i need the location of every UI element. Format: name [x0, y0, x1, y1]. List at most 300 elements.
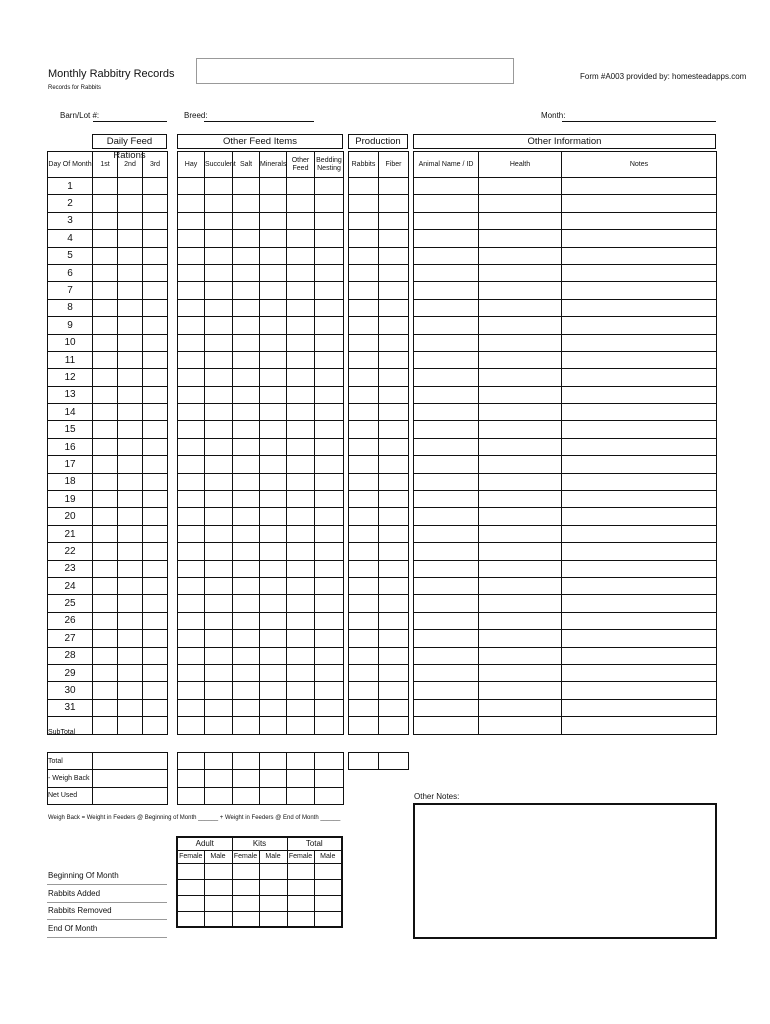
inventory-cell[interactable]	[204, 863, 232, 879]
other-feed-cell[interactable]	[260, 647, 287, 664]
other-feed-cell[interactable]	[178, 438, 205, 455]
other-feed-cell[interactable]	[315, 334, 344, 351]
production-cell[interactable]	[349, 178, 379, 195]
other-feed-cell[interactable]	[315, 664, 344, 681]
ration-cell[interactable]	[118, 491, 143, 508]
other-feed-cell[interactable]	[205, 195, 233, 212]
info-cell[interactable]	[479, 595, 562, 612]
ration-cell[interactable]	[143, 699, 168, 716]
inventory-cell[interactable]	[259, 863, 287, 879]
info-cell[interactable]	[479, 508, 562, 525]
ration-cell[interactable]	[93, 612, 118, 629]
ration-cell[interactable]	[118, 264, 143, 281]
ration-cell[interactable]	[93, 351, 118, 368]
other-feed-cell[interactable]	[315, 491, 344, 508]
ration-cell[interactable]	[143, 282, 168, 299]
totals-other-feed-cell[interactable]	[287, 787, 315, 804]
production-cell[interactable]	[379, 438, 409, 455]
ration-cell[interactable]	[93, 247, 118, 264]
header-input-box[interactable]	[196, 58, 514, 84]
production-cell[interactable]	[349, 212, 379, 229]
other-feed-cell[interactable]	[315, 282, 344, 299]
info-cell[interactable]	[414, 491, 479, 508]
production-cell[interactable]	[349, 525, 379, 542]
ration-cell[interactable]	[143, 386, 168, 403]
other-feed-cell[interactable]	[178, 630, 205, 647]
ration-cell[interactable]	[118, 299, 143, 316]
other-notes-box[interactable]	[413, 803, 717, 939]
other-feed-cell[interactable]	[205, 438, 233, 455]
other-feed-cell[interactable]	[205, 334, 233, 351]
info-cell[interactable]	[562, 212, 717, 229]
production-cell[interactable]	[379, 351, 409, 368]
info-cell[interactable]	[414, 386, 479, 403]
other-feed-cell[interactable]	[287, 438, 315, 455]
other-feed-cell[interactable]	[287, 386, 315, 403]
production-cell[interactable]	[349, 699, 379, 716]
other-feed-cell[interactable]	[178, 491, 205, 508]
other-feed-cell[interactable]	[315, 178, 344, 195]
other-feed-cell[interactable]	[287, 699, 315, 716]
other-feed-cell[interactable]	[260, 491, 287, 508]
totals-other-feed-cell[interactable]	[260, 753, 287, 770]
other-feed-cell[interactable]	[260, 577, 287, 594]
other-feed-cell[interactable]	[233, 317, 260, 334]
production-cell[interactable]	[349, 195, 379, 212]
ration-cell[interactable]	[93, 577, 118, 594]
info-cell[interactable]	[414, 717, 479, 734]
ration-cell[interactable]	[93, 560, 118, 577]
ration-cell[interactable]	[93, 369, 118, 386]
ration-cell[interactable]	[143, 178, 168, 195]
other-feed-cell[interactable]	[205, 264, 233, 281]
ration-cell[interactable]	[118, 560, 143, 577]
production-cell[interactable]	[379, 699, 409, 716]
production-cell[interactable]	[379, 543, 409, 560]
ration-cell[interactable]	[93, 230, 118, 247]
ration-cell[interactable]	[118, 212, 143, 229]
other-feed-cell[interactable]	[260, 664, 287, 681]
other-feed-cell[interactable]	[178, 525, 205, 542]
other-feed-cell[interactable]	[287, 473, 315, 490]
production-cell[interactable]	[379, 264, 409, 281]
other-feed-cell[interactable]	[260, 543, 287, 560]
other-feed-cell[interactable]	[260, 386, 287, 403]
production-cell[interactable]	[379, 491, 409, 508]
inventory-cell[interactable]	[204, 879, 232, 895]
other-feed-cell[interactable]	[233, 264, 260, 281]
other-feed-cell[interactable]	[287, 612, 315, 629]
ration-cell[interactable]	[143, 491, 168, 508]
info-cell[interactable]	[414, 630, 479, 647]
other-feed-cell[interactable]	[260, 560, 287, 577]
inventory-cell[interactable]	[204, 911, 232, 927]
ration-cell[interactable]	[143, 508, 168, 525]
production-cell[interactable]	[349, 369, 379, 386]
other-feed-cell[interactable]	[287, 456, 315, 473]
inventory-cell[interactable]	[232, 879, 259, 895]
other-feed-cell[interactable]	[315, 230, 344, 247]
production-cell[interactable]	[379, 577, 409, 594]
breed-field[interactable]	[204, 111, 314, 122]
info-cell[interactable]	[414, 456, 479, 473]
other-feed-cell[interactable]	[233, 456, 260, 473]
info-cell[interactable]	[562, 612, 717, 629]
other-feed-cell[interactable]	[315, 612, 344, 629]
ration-cell[interactable]	[93, 299, 118, 316]
info-cell[interactable]	[562, 178, 717, 195]
other-feed-cell[interactable]	[178, 369, 205, 386]
other-feed-cell[interactable]	[205, 421, 233, 438]
other-feed-cell[interactable]	[315, 351, 344, 368]
ration-cell[interactable]	[143, 369, 168, 386]
info-cell[interactable]	[479, 421, 562, 438]
ration-cell[interactable]	[118, 438, 143, 455]
production-cell[interactable]	[349, 664, 379, 681]
other-feed-cell[interactable]	[178, 178, 205, 195]
inventory-cell[interactable]	[177, 879, 204, 895]
other-feed-cell[interactable]	[233, 421, 260, 438]
production-cell[interactable]	[349, 334, 379, 351]
info-cell[interactable]	[479, 491, 562, 508]
info-cell[interactable]	[414, 664, 479, 681]
other-feed-cell[interactable]	[315, 717, 344, 734]
other-feed-cell[interactable]	[205, 577, 233, 594]
info-cell[interactable]	[479, 351, 562, 368]
other-feed-cell[interactable]	[287, 421, 315, 438]
production-cell[interactable]	[379, 682, 409, 699]
ration-cell[interactable]	[93, 178, 118, 195]
info-cell[interactable]	[562, 473, 717, 490]
ration-cell[interactable]	[93, 317, 118, 334]
ration-cell[interactable]	[93, 491, 118, 508]
info-cell[interactable]	[562, 282, 717, 299]
production-cell[interactable]	[349, 717, 379, 734]
info-cell[interactable]	[479, 438, 562, 455]
other-feed-cell[interactable]	[287, 282, 315, 299]
inventory-cell[interactable]	[204, 895, 232, 911]
info-cell[interactable]	[562, 421, 717, 438]
production-cell[interactable]	[379, 647, 409, 664]
ration-cell[interactable]	[143, 682, 168, 699]
other-feed-cell[interactable]	[233, 612, 260, 629]
other-feed-cell[interactable]	[315, 299, 344, 316]
other-feed-cell[interactable]	[260, 334, 287, 351]
info-cell[interactable]	[562, 508, 717, 525]
info-cell[interactable]	[479, 230, 562, 247]
info-cell[interactable]	[479, 299, 562, 316]
info-cell[interactable]	[414, 178, 479, 195]
other-feed-cell[interactable]	[205, 491, 233, 508]
other-feed-cell[interactable]	[287, 317, 315, 334]
info-cell[interactable]	[414, 351, 479, 368]
other-feed-cell[interactable]	[233, 438, 260, 455]
other-feed-cell[interactable]	[178, 421, 205, 438]
info-cell[interactable]	[562, 404, 717, 421]
info-cell[interactable]	[479, 282, 562, 299]
production-cell[interactable]	[379, 247, 409, 264]
other-feed-cell[interactable]	[233, 508, 260, 525]
other-feed-cell[interactable]	[233, 230, 260, 247]
ration-cell[interactable]	[118, 699, 143, 716]
info-cell[interactable]	[479, 178, 562, 195]
other-feed-cell[interactable]	[205, 212, 233, 229]
ration-cell[interactable]	[143, 404, 168, 421]
other-feed-cell[interactable]	[315, 404, 344, 421]
production-cell[interactable]	[349, 473, 379, 490]
ration-cell[interactable]	[118, 195, 143, 212]
ration-cell[interactable]	[118, 247, 143, 264]
production-cell[interactable]	[379, 595, 409, 612]
ration-cell[interactable]	[143, 299, 168, 316]
other-feed-cell[interactable]	[260, 178, 287, 195]
other-feed-cell[interactable]	[178, 664, 205, 681]
other-feed-cell[interactable]	[315, 508, 344, 525]
other-feed-cell[interactable]	[287, 404, 315, 421]
other-feed-cell[interactable]	[205, 369, 233, 386]
info-cell[interactable]	[562, 543, 717, 560]
other-feed-cell[interactable]	[315, 438, 344, 455]
info-cell[interactable]	[479, 334, 562, 351]
other-feed-cell[interactable]	[233, 386, 260, 403]
ration-cell[interactable]	[118, 717, 143, 734]
info-cell[interactable]	[562, 299, 717, 316]
ration-cell[interactable]	[93, 421, 118, 438]
info-cell[interactable]	[562, 247, 717, 264]
other-feed-cell[interactable]	[178, 682, 205, 699]
other-feed-cell[interactable]	[233, 543, 260, 560]
info-cell[interactable]	[414, 404, 479, 421]
production-cell[interactable]	[349, 491, 379, 508]
ration-cell[interactable]	[93, 195, 118, 212]
other-feed-cell[interactable]	[233, 664, 260, 681]
ration-cell[interactable]	[118, 421, 143, 438]
other-feed-cell[interactable]	[205, 560, 233, 577]
production-cell[interactable]	[349, 404, 379, 421]
ration-cell[interactable]	[118, 351, 143, 368]
info-cell[interactable]	[479, 264, 562, 281]
production-cell[interactable]	[349, 421, 379, 438]
other-feed-cell[interactable]	[205, 630, 233, 647]
other-feed-cell[interactable]	[233, 195, 260, 212]
ration-cell[interactable]	[118, 473, 143, 490]
ration-cell[interactable]	[93, 404, 118, 421]
total-rabbits-cell[interactable]	[349, 753, 379, 770]
month-field[interactable]	[562, 111, 716, 122]
other-feed-cell[interactable]	[205, 699, 233, 716]
inventory-cell[interactable]	[287, 895, 314, 911]
production-cell[interactable]	[349, 438, 379, 455]
production-cell[interactable]	[379, 317, 409, 334]
other-feed-cell[interactable]	[315, 317, 344, 334]
other-feed-cell[interactable]	[287, 230, 315, 247]
production-cell[interactable]	[379, 178, 409, 195]
info-cell[interactable]	[414, 543, 479, 560]
ration-cell[interactable]	[93, 264, 118, 281]
info-cell[interactable]	[479, 247, 562, 264]
ration-cell[interactable]	[93, 282, 118, 299]
production-cell[interactable]	[379, 334, 409, 351]
ration-cell[interactable]	[143, 543, 168, 560]
other-feed-cell[interactable]	[315, 421, 344, 438]
other-feed-cell[interactable]	[205, 317, 233, 334]
other-feed-cell[interactable]	[205, 299, 233, 316]
ration-cell[interactable]	[143, 195, 168, 212]
other-feed-cell[interactable]	[260, 438, 287, 455]
info-cell[interactable]	[479, 699, 562, 716]
other-feed-cell[interactable]	[260, 699, 287, 716]
other-feed-cell[interactable]	[233, 212, 260, 229]
ration-cell[interactable]	[93, 543, 118, 560]
ration-cell[interactable]	[118, 612, 143, 629]
production-cell[interactable]	[349, 351, 379, 368]
info-cell[interactable]	[562, 699, 717, 716]
info-cell[interactable]	[479, 317, 562, 334]
other-feed-cell[interactable]	[287, 647, 315, 664]
info-cell[interactable]	[479, 369, 562, 386]
info-cell[interactable]	[479, 630, 562, 647]
info-cell[interactable]	[479, 404, 562, 421]
other-feed-cell[interactable]	[178, 699, 205, 716]
info-cell[interactable]	[414, 299, 479, 316]
production-cell[interactable]	[379, 282, 409, 299]
ration-cell[interactable]	[93, 386, 118, 403]
production-cell[interactable]	[349, 282, 379, 299]
info-cell[interactable]	[562, 438, 717, 455]
other-feed-cell[interactable]	[287, 630, 315, 647]
other-feed-cell[interactable]	[205, 386, 233, 403]
other-feed-cell[interactable]	[233, 699, 260, 716]
ration-cell[interactable]	[93, 508, 118, 525]
info-cell[interactable]	[479, 577, 562, 594]
info-cell[interactable]	[562, 351, 717, 368]
info-cell[interactable]	[414, 438, 479, 455]
inventory-cell[interactable]	[177, 911, 204, 927]
other-feed-cell[interactable]	[178, 386, 205, 403]
totals-other-feed-cell[interactable]	[287, 770, 315, 787]
other-feed-cell[interactable]	[205, 612, 233, 629]
info-cell[interactable]	[562, 647, 717, 664]
ration-cell[interactable]	[143, 577, 168, 594]
inventory-cell[interactable]	[287, 879, 314, 895]
inventory-cell[interactable]	[314, 911, 342, 927]
info-cell[interactable]	[414, 195, 479, 212]
other-feed-cell[interactable]	[205, 282, 233, 299]
ration-cell[interactable]	[93, 595, 118, 612]
info-cell[interactable]	[562, 595, 717, 612]
other-feed-cell[interactable]	[205, 647, 233, 664]
info-cell[interactable]	[414, 369, 479, 386]
production-cell[interactable]	[349, 247, 379, 264]
ration-cell[interactable]	[93, 664, 118, 681]
totals-other-feed-cell[interactable]	[205, 770, 233, 787]
other-feed-cell[interactable]	[315, 543, 344, 560]
ration-cell[interactable]	[118, 386, 143, 403]
other-feed-cell[interactable]	[287, 299, 315, 316]
ration-cell[interactable]	[118, 525, 143, 542]
other-feed-cell[interactable]	[178, 282, 205, 299]
other-feed-cell[interactable]	[205, 404, 233, 421]
info-cell[interactable]	[479, 195, 562, 212]
ration-cell[interactable]	[93, 682, 118, 699]
production-cell[interactable]	[379, 560, 409, 577]
totals-other-feed-cell[interactable]	[260, 770, 287, 787]
other-feed-cell[interactable]	[233, 717, 260, 734]
info-cell[interactable]	[562, 491, 717, 508]
other-feed-cell[interactable]	[315, 386, 344, 403]
inventory-cell[interactable]	[314, 863, 342, 879]
production-cell[interactable]	[349, 264, 379, 281]
other-feed-cell[interactable]	[287, 682, 315, 699]
other-feed-cell[interactable]	[205, 508, 233, 525]
other-feed-cell[interactable]	[287, 543, 315, 560]
other-feed-cell[interactable]	[205, 682, 233, 699]
totals-other-feed-cell[interactable]	[315, 787, 344, 804]
inventory-cell[interactable]	[287, 863, 314, 879]
other-feed-cell[interactable]	[315, 473, 344, 490]
other-feed-cell[interactable]	[287, 178, 315, 195]
production-cell[interactable]	[379, 404, 409, 421]
inventory-cell[interactable]	[287, 911, 314, 927]
info-cell[interactable]	[479, 647, 562, 664]
info-cell[interactable]	[562, 717, 717, 734]
production-cell[interactable]	[379, 612, 409, 629]
info-cell[interactable]	[479, 717, 562, 734]
production-cell[interactable]	[379, 421, 409, 438]
other-feed-cell[interactable]	[178, 351, 205, 368]
production-cell[interactable]	[349, 612, 379, 629]
other-feed-cell[interactable]	[287, 577, 315, 594]
other-feed-cell[interactable]	[287, 334, 315, 351]
ration-cell[interactable]	[93, 630, 118, 647]
other-feed-cell[interactable]	[315, 247, 344, 264]
ration-cell[interactable]	[118, 334, 143, 351]
other-feed-cell[interactable]	[233, 247, 260, 264]
info-cell[interactable]	[479, 525, 562, 542]
info-cell[interactable]	[562, 682, 717, 699]
info-cell[interactable]	[479, 543, 562, 560]
other-feed-cell[interactable]	[315, 682, 344, 699]
totals-other-feed-cell[interactable]	[233, 787, 260, 804]
other-feed-cell[interactable]	[287, 560, 315, 577]
ration-cell[interactable]	[143, 560, 168, 577]
totals-other-feed-cell[interactable]	[287, 753, 315, 770]
other-feed-cell[interactable]	[178, 717, 205, 734]
production-cell[interactable]	[379, 299, 409, 316]
other-feed-cell[interactable]	[315, 630, 344, 647]
other-feed-cell[interactable]	[260, 508, 287, 525]
info-cell[interactable]	[562, 369, 717, 386]
info-cell[interactable]	[414, 647, 479, 664]
other-feed-cell[interactable]	[178, 264, 205, 281]
inventory-cell[interactable]	[259, 895, 287, 911]
inventory-cell[interactable]	[232, 863, 259, 879]
ration-cell[interactable]	[93, 334, 118, 351]
other-feed-cell[interactable]	[205, 543, 233, 560]
other-feed-cell[interactable]	[315, 264, 344, 281]
info-cell[interactable]	[562, 560, 717, 577]
ration-cell[interactable]	[143, 647, 168, 664]
totals-other-feed-cell[interactable]	[233, 770, 260, 787]
ration-cell[interactable]	[118, 369, 143, 386]
production-cell[interactable]	[379, 664, 409, 681]
info-cell[interactable]	[479, 386, 562, 403]
other-feed-cell[interactable]	[260, 369, 287, 386]
other-feed-cell[interactable]	[178, 195, 205, 212]
production-cell[interactable]	[349, 560, 379, 577]
ration-cell[interactable]	[143, 247, 168, 264]
totals-other-feed-cell[interactable]	[178, 770, 205, 787]
